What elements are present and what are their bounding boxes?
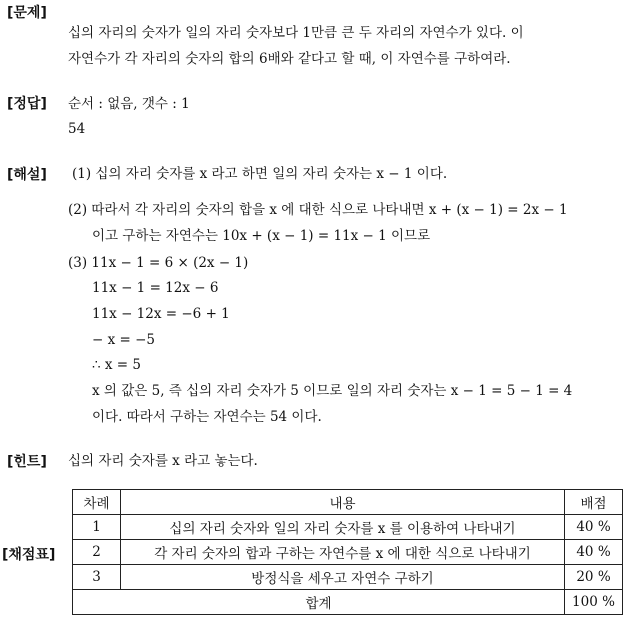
table-row [73,565,623,590]
solution-step-2a: (2) 따라서 각 자리의 숫자의 합을 x 에 대한 식으로 나타내면 x + (x − 1) = 2x − 1 [68,202,568,218]
row-points: 40 % [565,515,623,540]
equation-4: ∴ x = 5 [92,357,141,373]
header-points: 배점 [565,490,623,515]
row-content: 각 자리 숫자의 합과 구하는 자연수를 x 에 대한 식으로 나타내기 [121,540,565,565]
total-label: 합계 [73,590,565,615]
equation-2: 11x − 12x = −6 + 1 [92,306,230,322]
solution-step-3: (3) 11x − 1 = 6 × (2x − 1) [68,255,249,271]
answer-tag: [정답] [7,96,47,112]
solution-step-1: (1) 십의 자리 숫자를 x 라고 하면 일의 자리 숫자는 x − 1 이다. [72,166,448,182]
problem-line-2: 자연수가 각 자리의 숫자의 합의 6배와 같다고 할 때, 이 자연수를 구하여라. [68,51,511,67]
conclusion-line-2: 이다. 따라서 구하는 자연수는 54 이다. [92,409,322,425]
solution-tag: [해설] [7,167,47,183]
row-number: 2 [73,540,121,565]
hint-text: 십의 자리 숫자를 x 라고 놓는다. [68,453,258,469]
equation-1: 11x − 1 = 12x − 6 [92,280,219,296]
scoring-tag: [채점표] [2,547,56,563]
header-content: 내용 [121,490,565,515]
problem-tag: [문제] [7,5,47,21]
row-content: 십의 자리 숫자와 일의 자리 숫자를 x 를 이용하여 나타내기 [121,515,565,540]
problem-line-1: 십의 자리의 숫자가 일의 자리 숫자보다 1만큼 큰 두 자리의 자연수가 있다. 이 [68,25,524,41]
answer-line-1: 순서 : 없음, 갯수 : 1 [68,96,190,112]
header-order: 차례 [73,490,121,515]
row-number: 1 [73,515,121,540]
table-row [73,515,623,540]
table-row [73,540,623,565]
scoring-table [72,489,623,615]
answer-value: 54 [68,121,86,137]
row-number: 3 [73,565,121,590]
total-row [73,590,623,615]
equation-3: − x = −5 [92,332,156,348]
scoring-header-row [73,490,623,515]
solution-step-2b: 이고 구하는 자연수는 10x + (x − 1) = 11x − 1 이므로 [92,228,431,244]
row-points: 20 % [565,565,623,590]
row-points: 40 % [565,540,623,565]
conclusion-line-1: x 의 값은 5, 즉 십의 자리 숫자가 5 이므로 일의 자리 숫자는 x − 1 = 5 − 1 = 4 [92,383,573,399]
total-points: 100 % [565,590,623,615]
hint-tag: [힌트] [7,454,47,470]
row-content: 방정식을 세우고 자연수 구하기 [121,565,565,590]
